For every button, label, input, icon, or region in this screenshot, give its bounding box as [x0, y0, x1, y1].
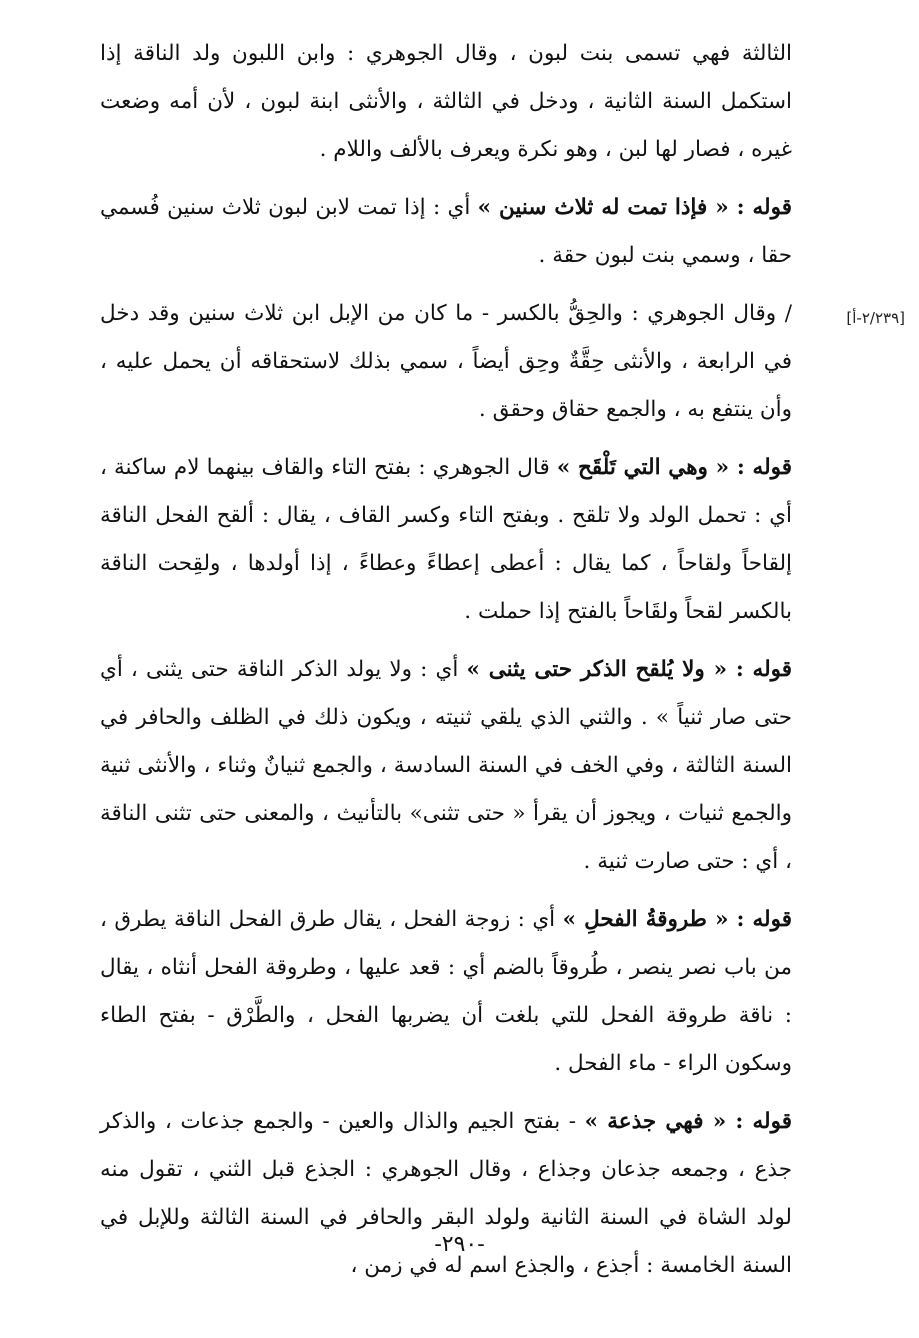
page-number: -٢٩٠-: [434, 1232, 485, 1257]
paragraph-text: أي : إذا تمت لابن لبون ثلاث سنين فُسمي حقا ، وسمي بنت لبون حقة .: [100, 195, 792, 268]
quoted-phrase: « فهي جذعة »: [584, 1109, 727, 1134]
paragraph-text: أي : زوجة الفحل ، يقال طرق الفحل الناقة يطرق ، من باب نصر ينصر ، طُروقاً بالضم أي : قعد عليها ، وطروقة الفحل أنثاه ، يقال : ناقة طروقة الفحل للتي بلغت أن يضربها الفحل ، والطَّرْق - بفتح الطاء وسكون الراء - ماء الفحل .: [100, 907, 792, 1076]
quoted-phrase: « ولا يُلقح الذكر حتى يثنى »: [466, 657, 728, 682]
paragraph-lead: قوله :: [729, 455, 793, 480]
paragraph-text: أي : ولا يولد الذكر الناقة حتى يثنى ، أي حتى صار ثنياً » . والثني الذي يلقي ثنيته ، ويكون ذلك في الظلف والحافر في السنة الثالثة ، وفي الخف في السنة السادسة ، والجمع ثنيانٌ وثناء ، والأنثى ثنية والجمع ثنيات ، ويجوز أن يقرأ « حتى تثنى» بالتأنيث ، والمعنى حتى تثنى الناقة ، أي : حتى صارت ثنية .: [100, 657, 792, 874]
paragraph-6: [100, 896, 792, 1088]
paragraph-text: / وقال الجوهري : والحِقُّ بالكسر - ما كان من الإبل ابن ثلاث سنين وقد دخل في الرابعة ، والأنثى حِقَّةٌ وحِق أيضاً ، سمي بذلك لاستحقاقه أن يحمل عليه ، وأن ينتفع به ، والجمع حقاق وحقق .: [100, 301, 792, 422]
paragraph-lead: قوله :: [726, 1109, 792, 1134]
quoted-phrase: « وهي التي تَلْقَح »: [556, 455, 730, 480]
paragraph-7: [100, 1098, 792, 1290]
paragraph-4: [100, 444, 792, 636]
paragraph-lead: قوله :: [727, 657, 793, 682]
paragraph-1: [100, 30, 792, 174]
paragraph-lead: قوله :: [728, 907, 792, 932]
paragraph-text: قال الجوهري : بفتح التاء والقاف بينهما لام ساكنة ، أي : تحمل الولد ولا تلقح . وبفتح التاء وكسر القاف ، يقال : ألقح الفحل الناقة إلقاحاً ولقاحاً ، كما يقال : أعطى إعطاءً وعطاءً ، إذا أولدها ، ولقِحت الناقة بالكسر لقحاً ولقَاحاً بالفتح إذا حملت .: [100, 455, 792, 624]
quoted-phrase: « طروقةُ الفحلِ »: [562, 907, 729, 932]
margin-reference: [٢/٢٣٩-أ]: [846, 309, 905, 327]
paragraph-text: الثالثة فهي تسمى بنت لبون ، وقال الجوهري : وابن اللبون ولد الناقة إذا استكمل السنة الثانية ، ودخل في الثالثة ، والأنثى ابنة لبون ، لأن أمه وضعت غيره ، فصار لها لبن ، وهو نكرة ويعرف بالألف واللام .: [100, 41, 792, 162]
quoted-phrase: « فإذا تمت له ثلاث سنين »: [477, 195, 729, 220]
page-body: [100, 30, 905, 1300]
paragraph-3: [100, 290, 905, 434]
paragraph-5: [100, 646, 792, 886]
paragraph-lead: قوله :: [728, 195, 792, 220]
paragraph-2: [100, 184, 792, 280]
paragraph-text: - بفتح الجيم والذال والعين - والجمع جذعات ، والذكر جذع ، وجمعه جذعان وجذاع ، وقال الجوهري : الجذع قبل الثني ، تقول منه لولد الشاة في السنة الثانية ولولد البقر والحافر في السنة الثالثة وللإبل في السنة الخامسة : أجذع ، والجذع اسم له في زمن ،: [100, 1109, 792, 1278]
